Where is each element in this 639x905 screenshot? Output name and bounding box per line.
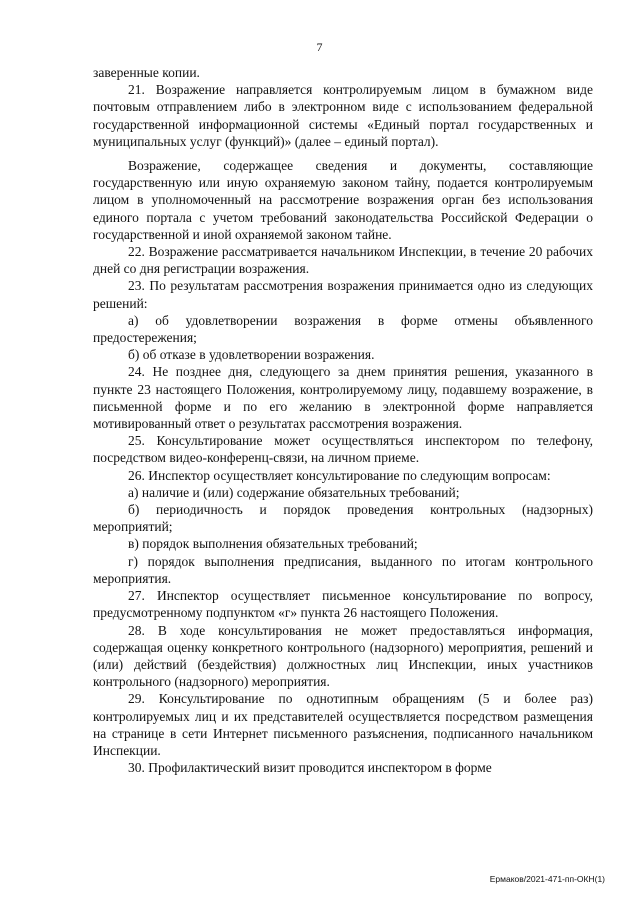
document-body [93,64,593,776]
paragraph-26: 26. Инспектор осуществляет консультирование по следующим вопросам: [128,467,551,483]
list-item-26c: в) порядок выполнения обязательных требований; [128,536,418,552]
paragraph-22: 22. Возражение рассматривается начальником Инспекции, в течение 20 рабочих дней со дня регистрации возражения. [93,244,593,277]
paragraph-continuation: заверенные копии. [93,65,200,80]
paragraph-30: 30. Профилактический визит проводится инспектором в форме [128,760,492,776]
document-footer-code: Ермаков/2021-471-пп-ОКН(1) [489,874,605,884]
paragraph-24: 24. Не позднее дня, следующего за днем принятия решения, указанного в пункте 23 настоящего Положения, контролируемому лицу, подавшему возражение, в письменной форме и по его желанию в электронной форме направляется мотивированный ответ о результатах рассмотрения возражения. [93,364,593,432]
paragraph-23: 23. По результатам рассмотрения возражения принимается одно из следующих решений: [93,278,593,311]
list-item-23a: а) об удовлетворении возражения в форме отмены объявленного предостережения; [93,312,593,346]
paragraph-27: 27. Инспектор осуществляет письменное консультирование по вопросу, предусмотренному подпунктом «г» пункта 26 настоящего Положения. [93,588,593,621]
list-item-26a: а) наличие и (или) содержание обязательных требований; [128,484,460,500]
paragraph-29: 29. Консультирование по однотипным обращениям (5 и более раз) контролируемых лиц и их представителей осуществляется посредством размещения на странице в сети Интернет письменного разъяснения, подписанного начальником Инспекции. [93,691,593,758]
paragraph-objection-secret: Возражение, содержащее сведения и документы, составляющие государственную или иную охраняемую законом тайну, подается контролируемым лицом в уполномоченный на рассмотрение возражения орган без использования единого портала с учетом требований законодательства Российской Федерации о государственной и иной охраняемой законом тайне. [93,158,593,242]
list-item-26d: г) порядок выполнения предписания, выданного по итогам контрольного мероприятия. [93,553,593,586]
list-item-26b: б) периодичность и порядок проведения контрольных (надзорных) мероприятий; [93,502,593,535]
page-number: 7 [316,40,323,54]
list-item-23b: б) об отказе в удовлетворении возражения. [128,347,375,363]
paragraph-28: 28. В ходе консультирования не может предоставляться информация, содержащая оценку конкретного контрольного (надзорного) мероприятия, решений и (или) действий (бездействия) должностных лиц Инспекции, иных участников контрольного (надзорного) мероприятия. [93,622,593,690]
paragraph-25: 25. Консультирование может осуществляться инспектором по телефону, посредством видео-конференц-связи, на личном приеме. [93,433,593,466]
paragraph-21: 21. Возражение направляется контролируемым лицом в бумажном виде почтовым отправлением либо в электронном виде с использованием федеральной государственной информационной системы «Единый портал государственных и муниципальных услуг (функций)» (далее – единый портал). [93,82,593,149]
